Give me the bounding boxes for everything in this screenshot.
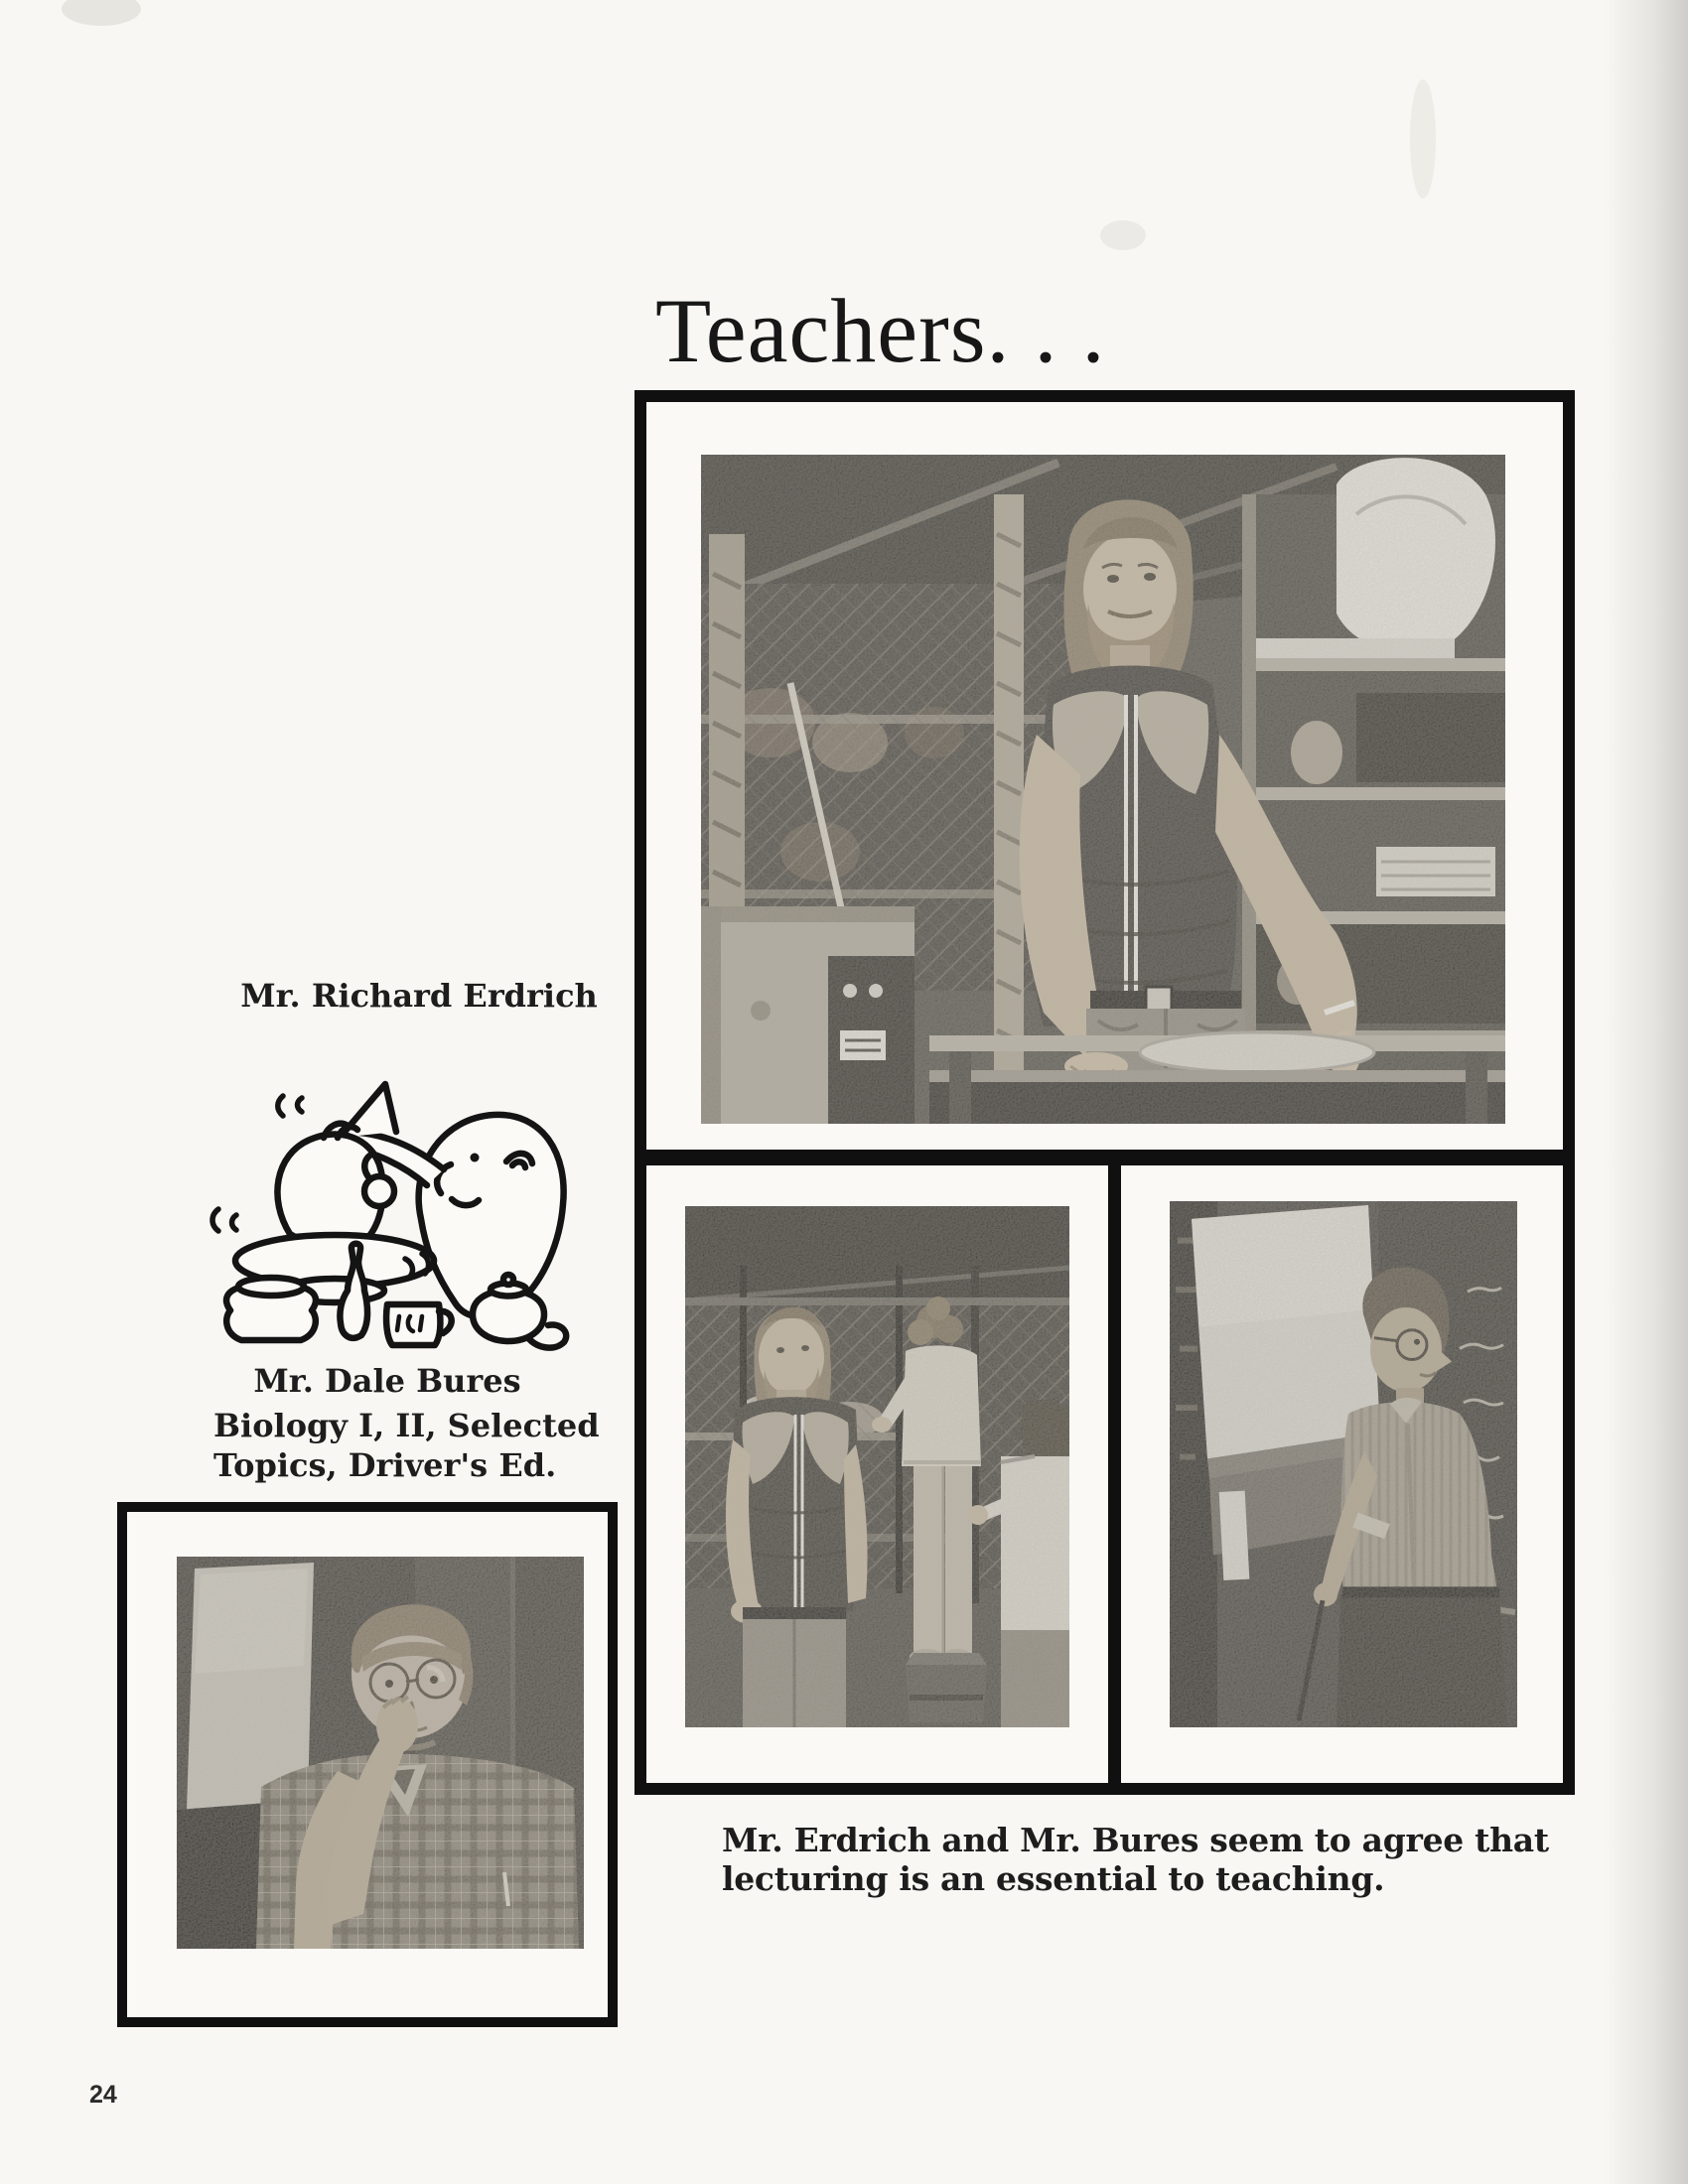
blackboard-photo xyxy=(1170,1201,1517,1727)
page-number: 24 xyxy=(89,2081,117,2109)
frame-divider-vertical xyxy=(1108,1150,1121,1795)
course-line-2: Topics, Driver's Ed. xyxy=(213,1446,557,1484)
caption-line-2: lecturing is an essential to teaching. xyxy=(722,1859,1385,1898)
photo-pottery-room xyxy=(701,455,1505,1124)
photo-caption xyxy=(722,1821,1549,1898)
photo-portrait-bures xyxy=(177,1557,584,1949)
cage-shelves-photo xyxy=(685,1206,1069,1727)
frame-divider-horizontal xyxy=(646,1150,1563,1165)
teacher-name-erdrich: Mr. Richard Erdrich xyxy=(240,977,598,1015)
mug xyxy=(386,1304,440,1345)
pottery-cartoon xyxy=(191,1070,580,1354)
pottery-room-photo xyxy=(701,455,1505,1124)
film-grain xyxy=(1170,1201,1517,1727)
course-list xyxy=(213,1406,600,1485)
eye xyxy=(471,1154,480,1162)
scan-smudge xyxy=(62,0,141,26)
teacher-name-bures: Mr. Dale Bures xyxy=(253,1362,521,1400)
scan-smudge xyxy=(1100,220,1146,250)
scan-smudge xyxy=(1410,79,1436,199)
caption-line-1: Mr. Erdrich and Mr. Bures seem to agree that xyxy=(722,1821,1549,1859)
scan-edge-shading xyxy=(1604,0,1688,2184)
course-line-1: Biology I, II, Selected xyxy=(213,1407,600,1444)
page-title: Teachers. . . xyxy=(655,280,1106,381)
photo-cage-shelves xyxy=(685,1206,1069,1727)
film-grain xyxy=(701,455,1505,1124)
film-grain xyxy=(177,1557,584,1949)
portrait-photo xyxy=(177,1557,584,1949)
film-grain xyxy=(685,1206,1069,1727)
photo-blackboard xyxy=(1170,1201,1517,1727)
